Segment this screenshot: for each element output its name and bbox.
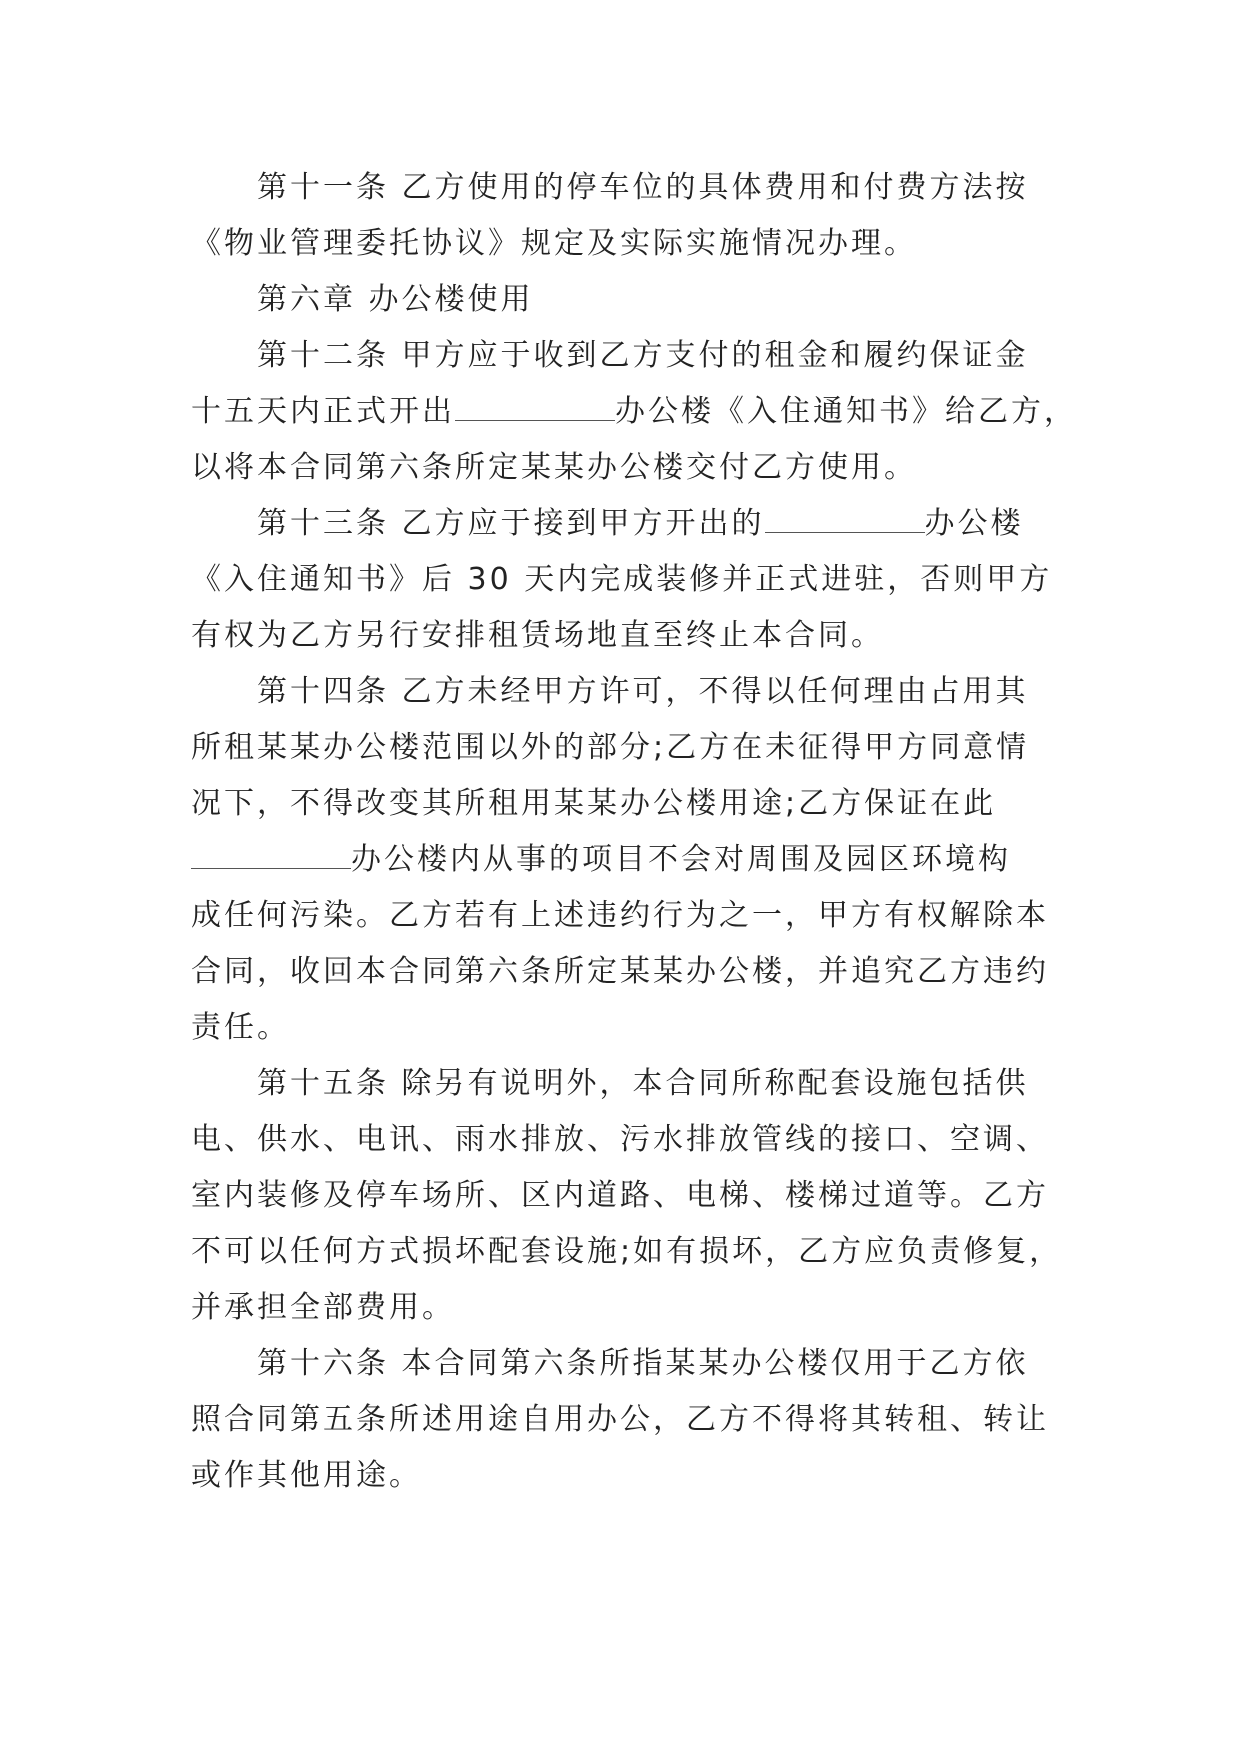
article-14-line-7: 责任。	[191, 1010, 290, 1045]
article-15-line-4: 不可以任何方式损坏配套设施;如有损坏，乙方应负责修复，	[191, 1234, 1063, 1269]
article-15	[191, 1056, 1061, 1336]
article-13-line-1	[191, 496, 1061, 552]
article-13-line-3: 有权为乙方另行安排租赁场地直至终止本合同。	[191, 618, 884, 653]
article-15-line-3: 室内装修及停车场所、区内道路、电梯、楼梯过道等。乙方	[191, 1178, 1049, 1213]
article-14-line-6: 合同，收回本合同第六条所定某某办公楼，并追究乙方违约	[191, 954, 1049, 989]
article-15-line-2: 电、供水、电讯、雨水排放、污水排放管线的接口、空调、	[191, 1122, 1049, 1157]
chapter-6-heading	[191, 272, 1061, 328]
chapter-6-title: 第六章 办公楼使用	[257, 282, 534, 317]
article-13-line-2: 《入住通知书》后 30 天内完成装修并正式进驻，否则甲方	[191, 562, 1053, 597]
article-11-line-2: 《物业管理委托协议》规定及实际实施情况办理。	[191, 226, 917, 261]
article-16-line-1: 第十六条 本合同第六条所指某某办公楼仅用于乙方依	[257, 1346, 1029, 1381]
article-12-line-1: 第十二条 甲方应于收到乙方支付的租金和履约保证金	[257, 338, 1029, 373]
article-15-line-5: 并承担全部费用。	[191, 1290, 455, 1325]
article-12-line-2	[191, 384, 1077, 440]
article-12-line-2-part-1: 十五天内正式开出	[191, 394, 455, 429]
article-14-line-5: 成任何污染。乙方若有上述违约行为之一，甲方有权解除本	[191, 898, 1049, 933]
article-14-line-1: 第十四条 乙方未经甲方许可，不得以任何理由占用其	[257, 674, 1029, 709]
article-16-line-2: 照合同第五条所述用途自用办公，乙方不得将其转租、转让	[191, 1402, 1049, 1437]
article-14-line-3: 况下，不得改变其所租用某某办公楼用途;乙方保证在此	[191, 786, 997, 821]
article-11-line-1: 第十一条 乙方使用的停车位的具体费用和付费方法按	[257, 170, 1029, 205]
article-14-line-4-text: 办公楼内从事的项目不会对周围及园区环境构	[351, 842, 1011, 877]
article-14-line-2: 所租某某办公楼范围以外的部分;乙方在未征得甲方同意情	[191, 730, 1030, 765]
article-11	[191, 160, 1061, 272]
article-13	[191, 496, 1061, 664]
article-13-line-1-part-1: 第十三条 乙方应于接到甲方开出的	[257, 506, 765, 541]
article-16	[191, 1336, 1061, 1504]
article-16-line-3: 或作其他用途。	[191, 1458, 422, 1493]
fill-in-blank	[191, 846, 351, 869]
fill-in-blank	[455, 398, 615, 421]
article-14	[191, 664, 1061, 1056]
article-13-line-1-part-2: 办公楼	[924, 506, 1024, 541]
article-14-line-4	[191, 832, 1061, 888]
fill-in-blank	[765, 510, 925, 533]
article-12	[191, 328, 1077, 496]
article-12-line-3: 以将本合同第六条所定某某办公楼交付乙方使用。	[191, 450, 917, 485]
article-12-line-2-part-2: 办公楼《入住通知书》给乙方，	[615, 394, 1077, 429]
article-15-line-1: 第十五条 除另有说明外，本合同所称配套设施包括供	[257, 1066, 1029, 1101]
document-body	[191, 160, 1077, 1504]
